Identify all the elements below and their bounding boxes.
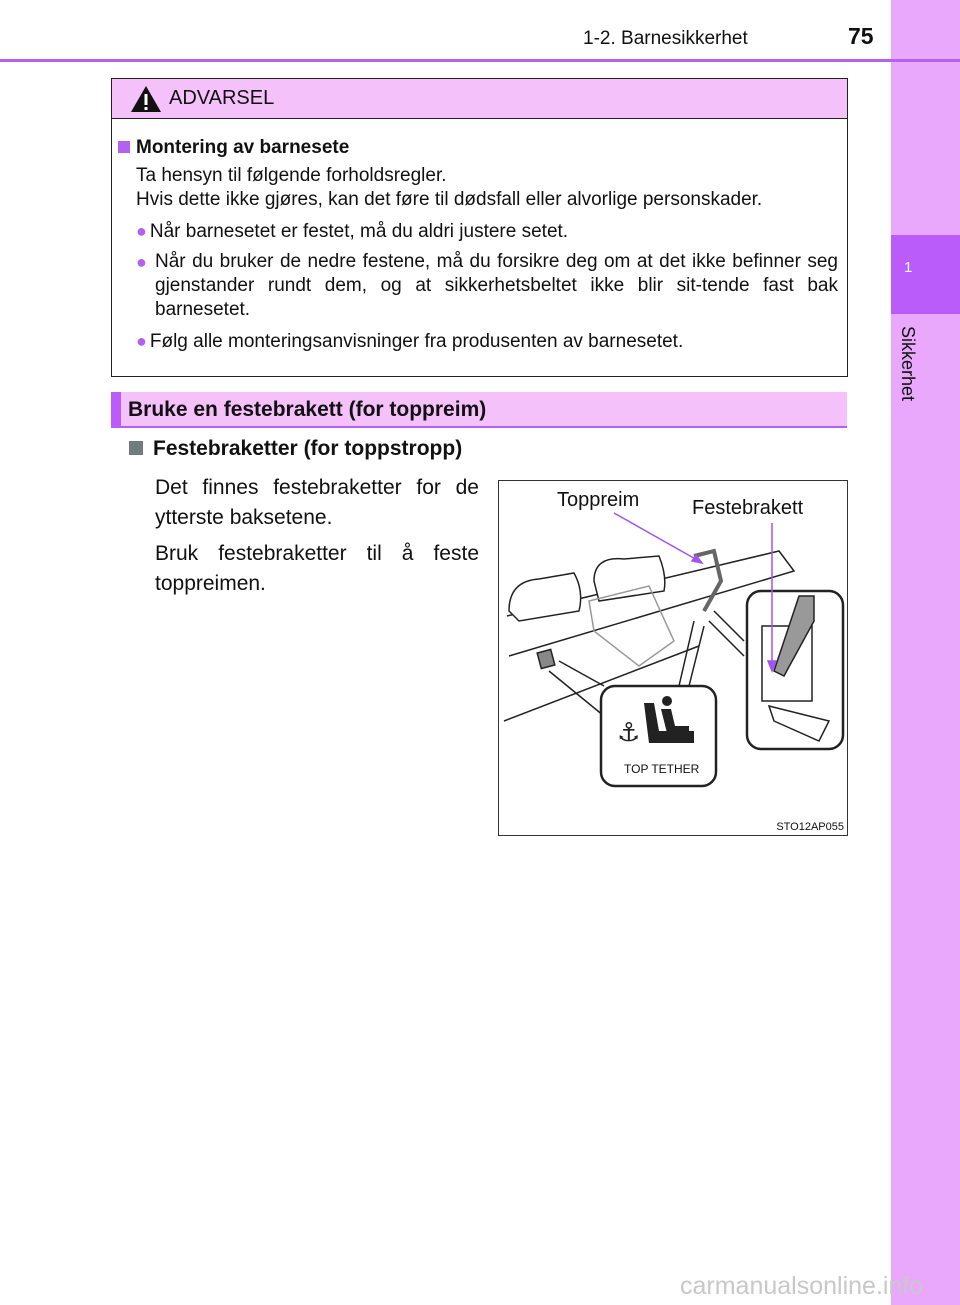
- chapter-tab: [891, 235, 960, 314]
- side-tab-strip: [891, 0, 960, 1305]
- section-heading: [111, 392, 847, 428]
- svg-text:⚓: ⚓: [617, 718, 641, 748]
- page-number: 75: [848, 23, 874, 49]
- bullet-dot-icon: ●: [136, 252, 147, 272]
- watermark: carmanualsonline.info: [680, 1272, 924, 1300]
- square-bullet-icon: [118, 141, 130, 153]
- subheading: Festebraketter (for toppstropp): [129, 437, 462, 461]
- warning-box: [111, 78, 848, 377]
- warning-intro-1: Ta hensyn til følgende forholdsregler.: [136, 165, 447, 186]
- square-bullet-icon: [129, 441, 143, 455]
- chapter-label: Sikkerhet: [898, 326, 918, 402]
- warning-bullet: ● Når du bruker de nedre festene, må du forsikre deg om at det ikke befinner seg gjenstander rundt dem, og at sikkerhetsbeltet ikke blir sit-tende fast bak barnesetet.: [136, 251, 838, 320]
- bullet-dot-icon: ●: [136, 331, 147, 351]
- paragraph: Det finnes festebraketter for de ytterste baksetene.: [155, 476, 479, 529]
- paragraph: Bruk festebraketter til å feste toppreimen.: [155, 542, 479, 595]
- chapter-number: 1: [904, 259, 913, 276]
- warning-intro-2: Hvis dette ikke gjøres, kan det føre til dødsfall eller alvorlige personskader.: [136, 189, 763, 210]
- warning-icon: [130, 85, 162, 113]
- warning-bullet: ● Når barnesetet er festet, må du aldri justere setet.: [136, 221, 569, 242]
- figure-code: STO12AP055: [776, 821, 844, 833]
- seat-drawing: [499, 481, 847, 835]
- section-title: Bruke en festebrakett (for toppreim): [128, 398, 487, 421]
- label-festebrakett: Festebrakett: [692, 497, 804, 519]
- tether-illustration: [498, 480, 848, 836]
- header-section: 1-2. Barnesikkerhet: [583, 28, 748, 49]
- warning-title: ADVARSEL: [169, 87, 275, 109]
- warning-header: [112, 79, 847, 119]
- warning-bullet: ● Følg alle monteringsanvisninger fra produsenten av barnesetet.: [136, 331, 684, 352]
- warning-heading: Montering av barnesete: [118, 136, 349, 160]
- bullet-dot-icon: ●: [136, 221, 147, 241]
- label-toppreim: Toppreim: [557, 489, 640, 511]
- top-tether-badge: TOP TETHER: [624, 762, 700, 776]
- header-rule: [0, 59, 960, 62]
